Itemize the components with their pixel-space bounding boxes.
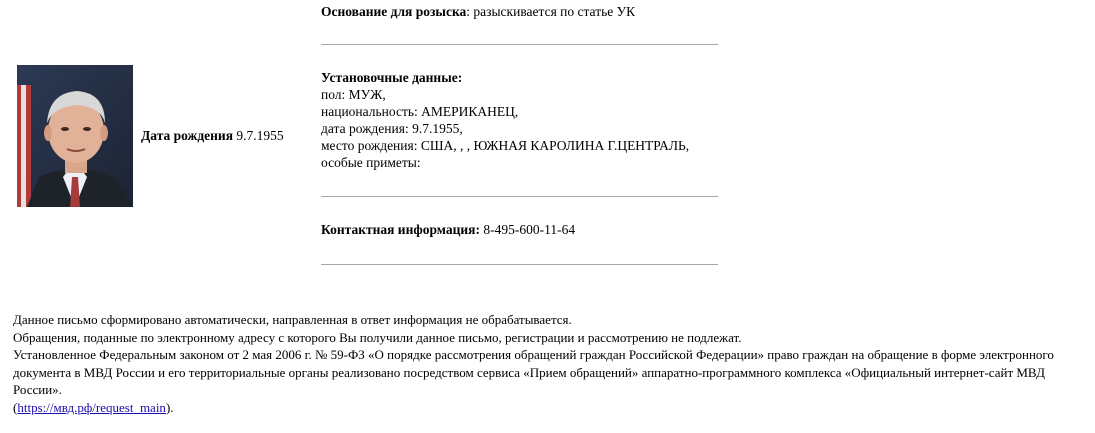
contact-info-label: Контактная информация:	[321, 222, 480, 237]
divider	[321, 44, 718, 45]
birth-date	[141, 128, 284, 144]
wanted-reason	[321, 3, 721, 20]
identification-line-birth-date: дата рождения: 9.7.1955,	[321, 121, 463, 136]
disclaimer-line: Установленное Федеральным законом от 2 мая 2006 г. № 59-ФЗ «О порядке рассмотрения обращений граждан Российской Федерации» право граждан на обращение в форме электронного документа в МВД России и его территориальные органы реализовано посредством сервиса «Прием обращений» аппаратно-программного комплекса «Официальный интернет-сайт МВД России».	[13, 347, 1054, 397]
disclaimer-line: Обращения, поданные по электронному адресу с которого Вы получили данное письмо, регистрации и рассмотрению не подлежат.	[13, 329, 742, 345]
identification-line-special-marks: особые приметы:	[321, 155, 421, 170]
identification-line-birth-place: место рождения: США, , , ЮЖНАЯ КАРОЛИНА Г.ЦЕНТРАЛЬ,	[321, 138, 690, 153]
contact-phone: 8-495-600-11-64	[483, 222, 576, 237]
identification-line-nationality: национальность: АМЕРИКАНЕЦ,	[321, 104, 519, 119]
identification-line-sex: пол: МУЖ,	[321, 87, 386, 102]
identification-title: Установочные данные:	[321, 70, 463, 85]
contact-info	[321, 221, 721, 238]
person-photo	[17, 65, 133, 207]
link-close-paren: ).	[165, 399, 174, 415]
disclaimer-link-line	[13, 399, 1083, 417]
link-open-paren: (	[13, 399, 18, 415]
auto-message-disclaimer	[13, 311, 1083, 416]
birth-date-value: 9.7.1955	[236, 128, 284, 143]
birth-date-label: Дата рождения	[141, 128, 234, 143]
wanted-reason-value: : разыскивается по статье УК	[466, 4, 636, 19]
identification-data	[321, 69, 721, 171]
divider	[321, 196, 718, 197]
wanted-reason-label: Основание для розыска	[321, 4, 467, 19]
divider	[321, 264, 718, 265]
request-main-link[interactable]: https://мвд.рф/request_main	[17, 399, 166, 415]
disclaimer-line: Данное письмо сформировано автоматически, направленная в ответ информация не обрабатывается.	[13, 312, 572, 327]
